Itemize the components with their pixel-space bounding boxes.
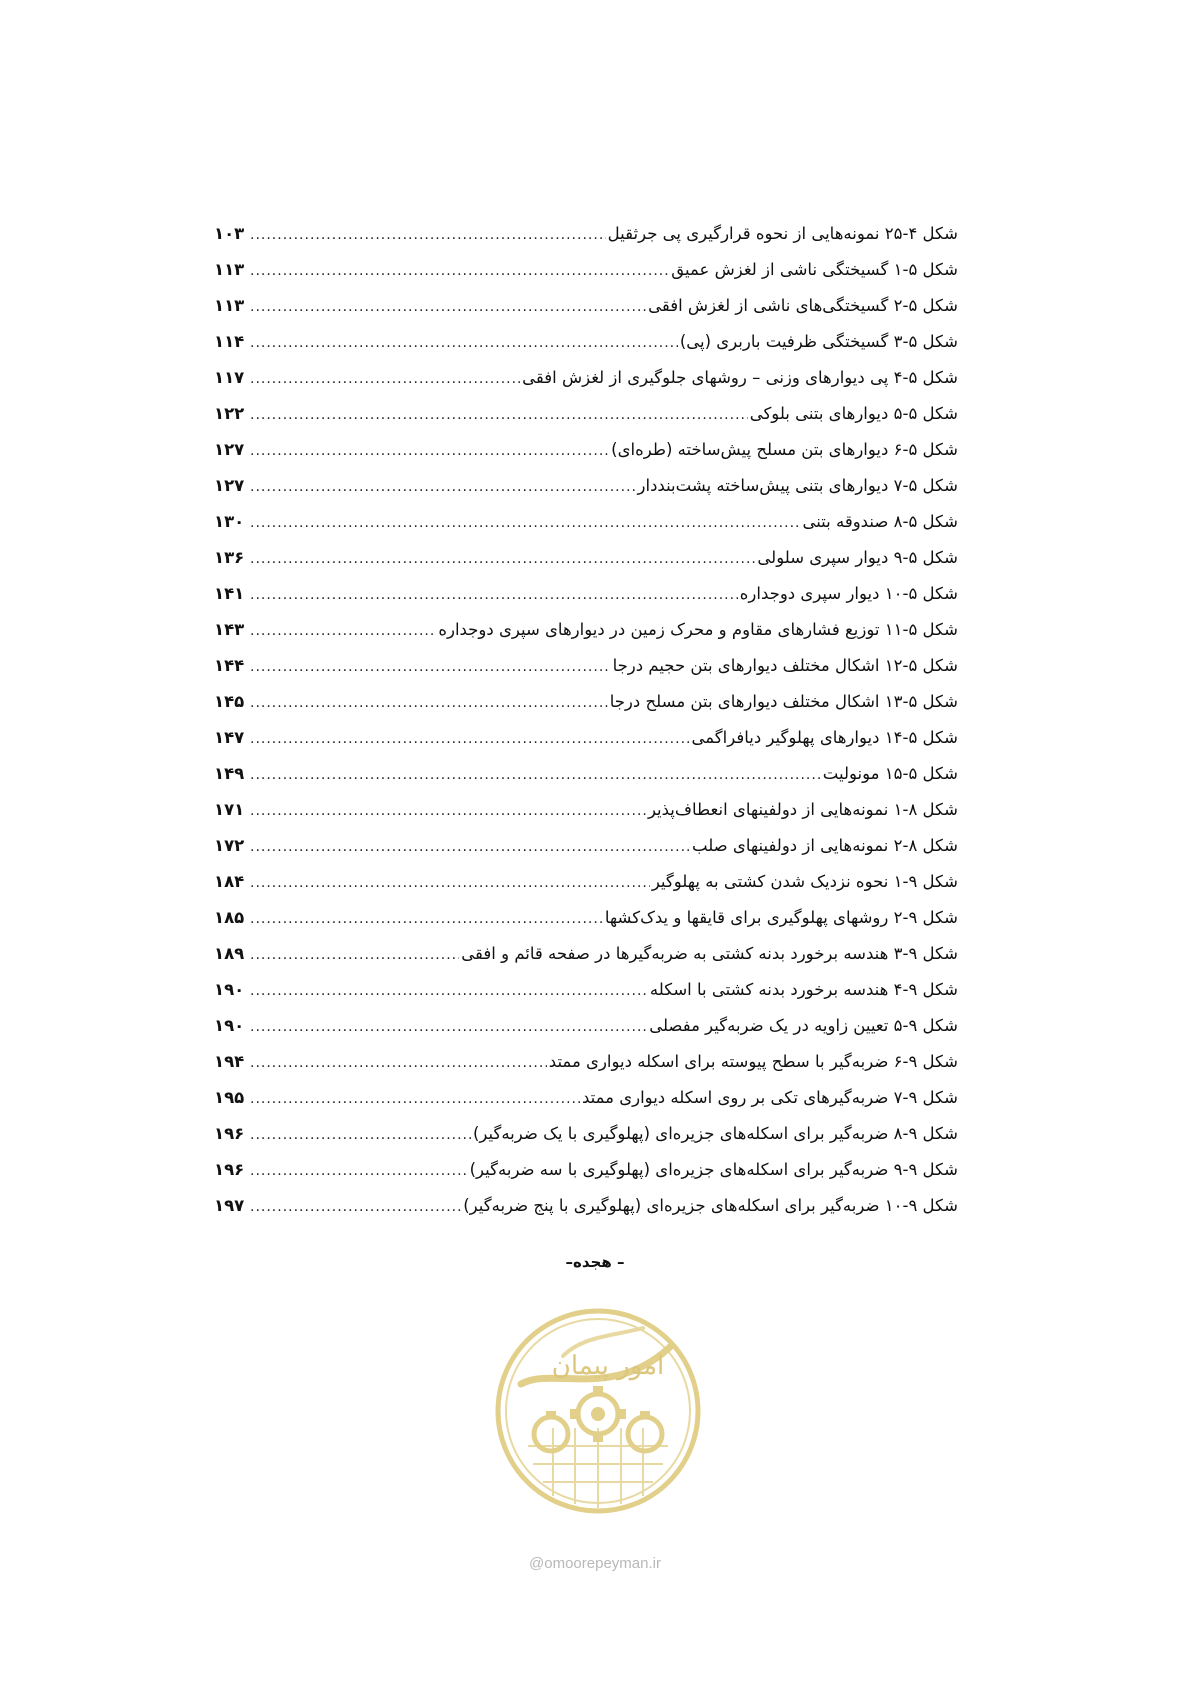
toc-dot-leader (250, 361, 520, 397)
toc-entry-page-number: ۱۱۳ (214, 296, 245, 315)
toc-entry-title: شکل ۹-۹ ضربه‌گیر برای اسکله‌های جزیره‌ای (پهلوگیری با سه ضربه‌گیر) (469, 1160, 958, 1179)
toc-entry-page-number: ۱۸۹ (214, 944, 245, 963)
toc-entry[interactable] (214, 468, 958, 504)
toc-entry-page-number: ۱۹۴ (214, 1052, 245, 1071)
toc-entry-title: شکل ۹-۸ ضربه‌گیر برای اسکله‌های جزیره‌ای (پهلوگیری با یک ضربه‌گیر) (472, 1124, 958, 1143)
toc-entry-page-number: ۱۷۲ (214, 836, 245, 855)
toc-entry-page-number: ۱۹۰ (214, 1016, 245, 1035)
toc-entry-page-number: ۱۴۵ (214, 692, 245, 711)
toc-entry[interactable] (214, 1116, 958, 1152)
toc-entry[interactable] (214, 1044, 958, 1080)
toc-entry[interactable] (214, 1008, 958, 1044)
toc-entry-title: شکل ۵-۱۳ اشکال مختلف دیوارهای بتن مسلح درجا (609, 692, 958, 711)
toc-entry[interactable] (214, 864, 958, 900)
toc-dot-leader (250, 901, 603, 937)
toc-entry-page-number: ۱۴۷ (214, 728, 245, 747)
toc-dot-leader (250, 253, 669, 289)
toc-entry[interactable] (214, 828, 958, 864)
toc-entry-title: شکل ۵-۱۲ اشکال مختلف دیوارهای بتن حجیم درجا (612, 656, 958, 675)
toc-entry-page-number: ۱۳۶ (214, 548, 245, 567)
toc-dot-leader (250, 937, 459, 973)
toc-entry[interactable] (214, 792, 958, 828)
toc-entry[interactable] (214, 972, 958, 1008)
toc-entry[interactable] (214, 540, 958, 576)
watermark-url: @omoorepeyman.ir (529, 1555, 661, 1572)
toc-dot-leader (250, 721, 690, 757)
toc-entry-title: شکل ۵-۱۴ دیوارهای پهلوگیر دیافراگمی (691, 728, 958, 747)
toc-dot-leader (250, 433, 609, 469)
toc-entry-page-number: ۱۸۴ (214, 872, 245, 891)
toc-entry-page-number: ۱۱۴ (214, 332, 245, 351)
toc-entry-page-number: ۱۷۱ (214, 800, 245, 819)
toc-entry-page-number: ۱۲۷ (214, 476, 245, 495)
toc-entry-page-number: ۱۲۷ (214, 440, 245, 459)
toc-entry-page-number: ۱۲۲ (214, 404, 245, 423)
toc-entry[interactable] (214, 648, 958, 684)
toc-dot-leader (250, 1081, 580, 1117)
toc-dot-leader (250, 757, 821, 793)
toc-dot-leader (250, 469, 636, 505)
toc-entry-title: شکل ۵-۹ دیوار سپری سلولی (757, 548, 958, 567)
toc-entry-title: شکل ۵-۱ گسیختگی ناشی از لغزش عمیق (671, 260, 958, 279)
toc-entry[interactable] (214, 1188, 958, 1224)
toc-entry-page-number: ۱۹۰ (214, 980, 245, 999)
toc-entry[interactable] (214, 936, 958, 972)
toc-entry[interactable] (214, 396, 958, 432)
toc-entry-title: شکل ۹-۴ هندسه برخورد بدنه کشتی با اسکله (649, 980, 958, 999)
toc-entry[interactable] (214, 756, 958, 792)
toc-dot-leader (250, 541, 755, 577)
toc-entry-title: شکل ۵-۱۵ مونولیت (822, 764, 958, 783)
toc-dot-leader (250, 577, 738, 613)
toc-entry-page-number: ۱۹۶ (214, 1160, 245, 1179)
toc-entry[interactable] (214, 324, 958, 360)
toc-entry[interactable] (214, 288, 958, 324)
toc-dot-leader (250, 613, 436, 649)
toc-entry-title: شکل ۵-۱۰ دیوار سپری دوجداره (739, 584, 958, 603)
toc-entry-title: شکل ۴-۲۵ نمونه‌هایی از نحوه قرارگیری پی جرثقیل (607, 224, 958, 243)
toc-entry-title: شکل ۵-۵ دیوارهای بتنی بلوکی (749, 404, 958, 423)
toc-entry[interactable] (214, 504, 958, 540)
toc-entry-title: شکل ۹-۷ ضربه‌گیرهای تکی بر روی اسکله دیواری ممتد (581, 1088, 958, 1107)
toc-entry-title: شکل ۹-۱۰ ضربه‌گیر برای اسکله‌های جزیره‌ای (پهلوگیری با پنج ضربه‌گیر) (463, 1196, 958, 1215)
toc-dot-leader (250, 505, 800, 541)
seal-calligraphy: امور پیمان (551, 1351, 665, 1381)
toc-entry-title: شکل ۵-۴ پی دیوارهای وزنی – روشهای جلوگیری از لغزش افقی (522, 368, 958, 387)
toc-entry[interactable] (214, 900, 958, 936)
toc-entry[interactable] (214, 1152, 958, 1188)
page-number-footer: – هجده– (565, 1253, 625, 1271)
publisher-seal-logo (493, 1306, 703, 1516)
toc-entry-page-number: ۱۱۷ (214, 368, 245, 387)
toc-entry-title: شکل ۵-۳ گسیختگی ظرفیت باربری (پی) (679, 332, 958, 351)
toc-entry-title: شکل ۹-۵ تعیین زاویه در یک ضربه‌گیر مفصلی (649, 1016, 958, 1035)
toc-dot-leader (250, 1117, 471, 1153)
toc-entry-page-number: ۱۴۳ (214, 620, 245, 639)
toc-dot-leader (250, 1045, 547, 1081)
toc-entry-page-number: ۱۰۳ (214, 224, 245, 243)
toc-entry-title: شکل ۹-۶ ضربه‌گیر با سطح پیوسته برای اسکله دیواری ممتد (548, 1052, 958, 1071)
toc-dot-leader (250, 397, 748, 433)
toc-dot-leader (250, 793, 646, 829)
toc-entry[interactable] (214, 360, 958, 396)
toc-entry[interactable] (214, 576, 958, 612)
toc-dot-leader (250, 829, 690, 865)
toc-entry-page-number: ۱۴۴ (214, 656, 245, 675)
toc-list (214, 216, 958, 1224)
toc-entry[interactable] (214, 1080, 958, 1116)
toc-entry[interactable] (214, 432, 958, 468)
toc-entry-page-number: ۱۹۷ (214, 1196, 245, 1215)
toc-entry-title: شکل ۵-۱۱ توزیع فشارهای مقاوم و محرک زمین در دیوارهای سپری دوجداره (438, 620, 958, 639)
toc-entry-title: شکل ۹-۲ روشهای پهلوگیری برای قایقها و یدک‌کشها (604, 908, 958, 927)
toc-entry[interactable] (214, 684, 958, 720)
toc-dot-leader (250, 865, 650, 901)
toc-entry-title: شکل ۵-۷ دیوارهای بتنی پیش‌ساخته پشت‌بنددار (637, 476, 958, 495)
toc-entry-page-number: ۱۹۵ (214, 1088, 245, 1107)
toc-entry[interactable] (214, 720, 958, 756)
toc-entry-title: شکل ۹-۳ هندسه برخورد بدنه کشتی به ضربه‌گیرها در صفحه قائم و افقی (461, 944, 958, 963)
toc-entry[interactable] (214, 252, 958, 288)
toc-entry-title: شکل ۸-۱ نمونه‌هایی از دولفینهای انعطاف‌پذیر (647, 800, 958, 819)
toc-entry-title: شکل ۸-۲ نمونه‌هایی از دولفینهای صلب (692, 836, 958, 855)
toc-entry-page-number: ۱۸۵ (214, 908, 245, 927)
toc-entry-page-number: ۱۳۰ (214, 512, 245, 531)
toc-entry-page-number: ۱۴۹ (214, 764, 245, 783)
toc-entry-page-number: ۱۱۳ (214, 260, 245, 279)
toc-entry-title: شکل ۹-۱ نحوه نزدیک شدن کشتی به پهلوگیر (651, 872, 958, 891)
toc-dot-leader (250, 973, 648, 1009)
toc-entry-title: شکل ۵-۲ گسیختگی‌های ناشی از لغزش افقی (648, 296, 958, 315)
toc-dot-leader (250, 1153, 468, 1189)
toc-entry[interactable] (214, 612, 958, 648)
toc-dot-leader (250, 1009, 647, 1045)
toc-entry-title: شکل ۵-۶ دیوارهای بتن مسلح پیش‌ساخته (طره‌ای) (611, 440, 958, 459)
toc-dot-leader (250, 289, 646, 325)
toc-dot-leader (250, 685, 608, 721)
toc-entry[interactable] (214, 216, 958, 252)
toc-dot-leader (250, 1189, 461, 1225)
toc-entry-title: شکل ۵-۸ صندوقه بتنی (802, 512, 958, 531)
toc-entry-page-number: ۱۴۱ (214, 584, 245, 603)
toc-entry-page-number: ۱۹۶ (214, 1124, 245, 1143)
toc-dot-leader (250, 649, 611, 685)
toc-dot-leader (250, 217, 606, 253)
toc-dot-leader (250, 325, 678, 361)
